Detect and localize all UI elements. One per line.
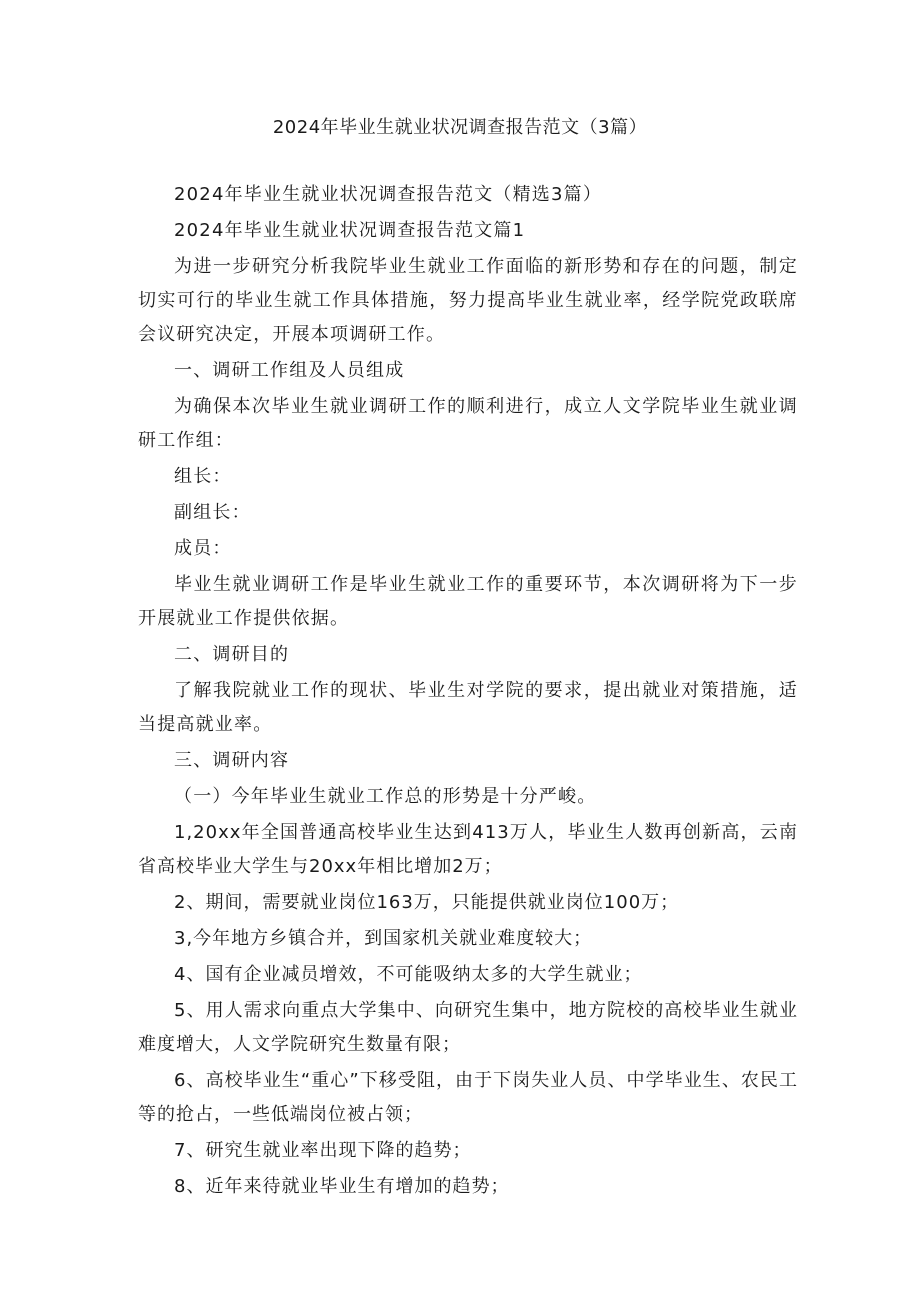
heading-team: 一、调研工作组及人员组成 [174, 360, 405, 381]
list-item-5: 5、用人需求向重点大学集中、向研究生集中，地方院校的高校毕业生就业难度增大，人文学院研究生数量有限； [138, 1000, 798, 1055]
subheading-situation: （一）今年毕业生就业工作总的形势是十分严峻。 [174, 786, 597, 807]
list-item-7: 7、研究生就业率出现下降的趋势； [174, 1140, 472, 1161]
document-title: 2024年毕业生就业状况调查报告范文（3篇） [272, 117, 648, 138]
list-item-8: 8、近年来待就业毕业生有增加的趋势； [174, 1176, 510, 1197]
list-item-6: 6、高校毕业生“重心”下移受阻，由于下岗失业人员、中学毕业生、农民工等的抢占，一些低端岗位被占领； [138, 1070, 798, 1125]
section-heading-part1: 2024年毕业生就业状况调查报告范文篇1 [174, 220, 526, 241]
heading-purpose: 二、调研目的 [174, 644, 290, 665]
list-item-3: 3,今年地方乡镇合并，到国家机关就业难度较大； [174, 928, 593, 949]
deputy-leader-line: 副组长： [174, 502, 251, 523]
team-leader-line: 组长： [174, 466, 232, 487]
heading-content: 三、调研内容 [174, 750, 290, 771]
list-item-4: 4、国有企业减员增效，不可能吸纳太多的大学生就业； [174, 964, 643, 985]
members-line: 成员： [174, 538, 232, 559]
document-body [138, 178, 798, 1206]
list-item-2: 2、期间，需要就业岗位163万，只能提供就业岗位100万； [174, 892, 680, 913]
team-paragraph: 为确保本次毕业生就业调研工作的顺利进行，成立人文学院毕业生就业调研工作组： [138, 396, 798, 451]
list-item-1: 1,20xx年全国普通高校毕业生达到413万人，毕业生人数再创新高，云南省高校毕业大学生与20xx年相比增加2万； [138, 822, 798, 877]
purpose-paragraph: 了解我院就业工作的现状、毕业生对学院的要求，提出就业对策措施，适当提高就业率。 [138, 680, 798, 735]
subtitle-paragraph: 2024年毕业生就业状况调查报告范文（精选3篇） [174, 184, 603, 205]
intro-paragraph: 为进一步研究分析我院毕业生就业工作面临的新形势和存在的问题，制定切实可行的毕业生就工作具体措施，努力提高毕业生就业率，经学院党政联席会议研究决定，开展本项调研工作。 [138, 256, 798, 345]
importance-paragraph: 毕业生就业调研工作是毕业生就业工作的重要环节，本次调研将为下一步开展就业工作提供依据。 [138, 574, 798, 629]
